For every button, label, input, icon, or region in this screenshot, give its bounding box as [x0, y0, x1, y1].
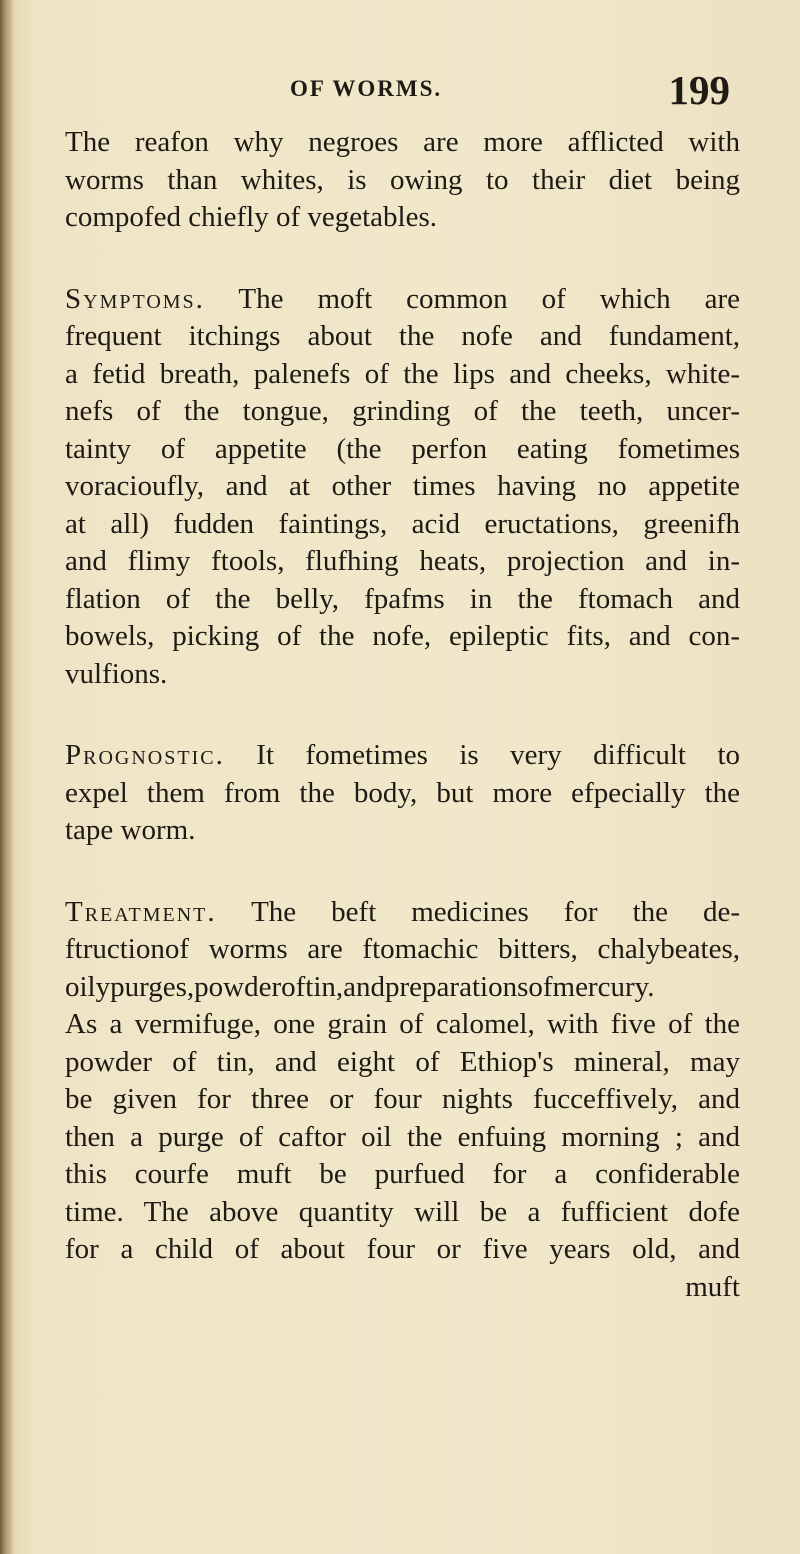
text-line: time. The above quantity will be a fufficient dofe — [65, 1195, 740, 1228]
text-line: ftructionof worms are ftomachic bitters, chalybeates, — [65, 933, 740, 965]
text-line: tainty of appetite (the perfon eating fometimes — [65, 432, 740, 465]
text-line: expel them from the body, but more efpecially the — [65, 776, 740, 809]
page-number: 199 — [668, 67, 730, 113]
text-line: As a vermifuge, one grain of calomel, with five of the — [65, 1008, 740, 1040]
text-line: bowels, picking of the nofe, epileptic fits, and con- — [65, 620, 740, 652]
text-line — [65, 737, 740, 775]
text-line: voracioufly, and at other times having no appetite — [65, 470, 740, 502]
text-line: be given for three or four nights fucceffively, and — [65, 1083, 740, 1115]
paragraph-intro — [65, 124, 740, 237]
text-span: The beft medicines for the de- — [251, 895, 741, 928]
text-line: compofed chiefly of vegetables. — [65, 201, 438, 233]
section-heading-symptoms: Symptoms. — [65, 282, 205, 315]
body-text — [65, 124, 740, 1306]
text-line: worms than whites, is owing to their diet being — [65, 163, 740, 196]
text-line: for a child of about four or five years old, and — [65, 1233, 740, 1265]
section-heading-treatment: Treatment. — [65, 895, 217, 928]
paragraph-treatment — [65, 894, 740, 1307]
text-line: then a purge of caftor oil the enfuing morning ; and — [65, 1120, 740, 1153]
text-line: a fetid breath, palenefs of the lips and cheeks, white- — [65, 357, 740, 390]
text-line: at all) fudden faintings, acid eructations, greenifh — [65, 507, 740, 540]
text-line — [65, 281, 740, 319]
text-span: It fometimes is very difficult to — [256, 739, 740, 771]
text-line: this courfe muft be purfued for a confiderable — [65, 1158, 740, 1190]
text-line: nefs of the tongue, grinding of the teeth, uncer- — [65, 395, 740, 427]
text-line: and flimy ftools, flufhing heats, projection and in- — [65, 545, 740, 577]
text-line: oilypurges,powderoftin,andpreparationsofmercury. — [65, 970, 655, 1003]
page-binding-edge — [0, 0, 14, 1554]
paragraph-symptoms — [65, 281, 740, 694]
text-line: flation of the belly, fpafms in the ftomach and — [65, 582, 740, 615]
page-header — [290, 66, 730, 116]
catchword: muft — [685, 1270, 740, 1303]
running-head: OF WORMS. — [290, 76, 443, 101]
text-line: vulfions. — [65, 657, 168, 690]
text-span: The moft common of which are — [238, 282, 740, 315]
section-heading-prognostic: Prognostic. — [65, 739, 225, 771]
text-line — [65, 894, 740, 932]
text-line: frequent itchings about the nofe and fundament, — [65, 320, 740, 352]
text-line: tape worm. — [65, 814, 196, 846]
text-line: powder of tin, and eight of Ethiop's mineral, may — [65, 1045, 740, 1078]
text-line: The reafon why negroes are more afflicted with — [65, 126, 740, 158]
paragraph-prognostic — [65, 737, 740, 850]
